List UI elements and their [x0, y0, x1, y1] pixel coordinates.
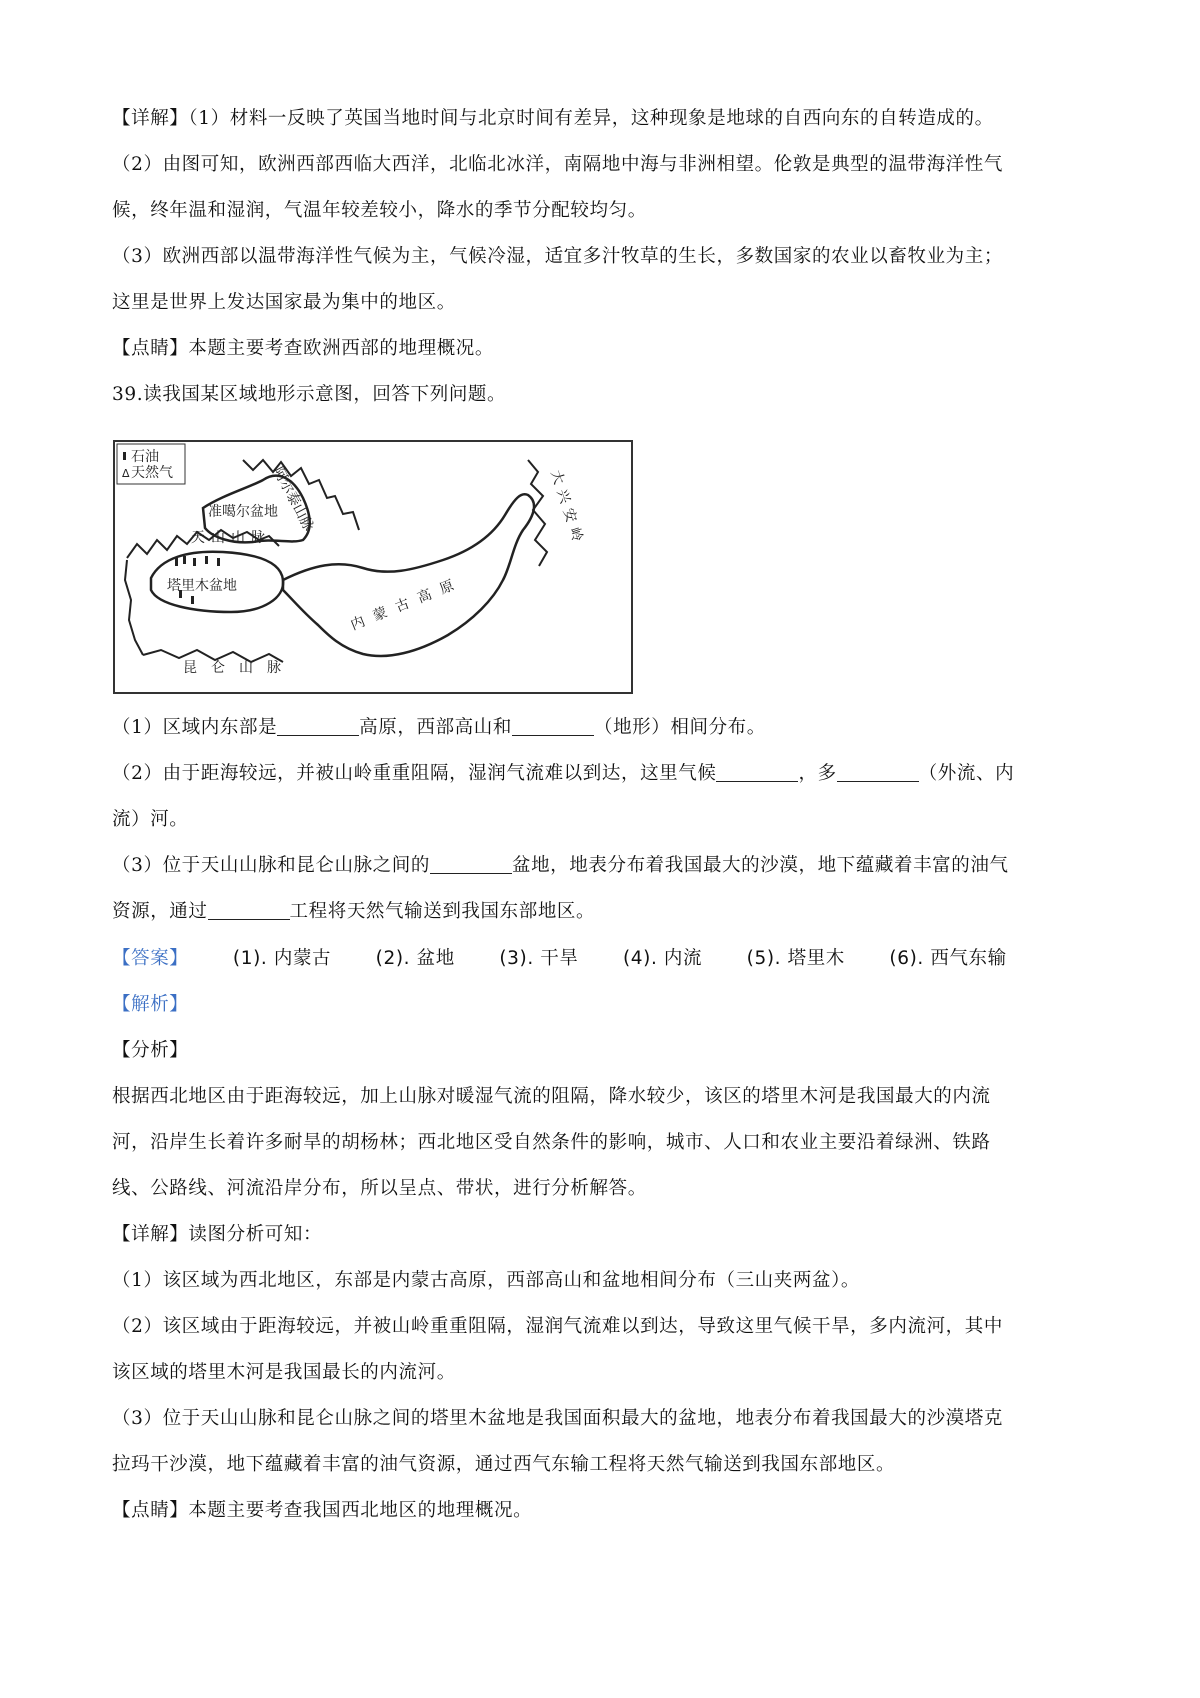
- svg-text:ᐃ: ᐃ: [122, 467, 130, 480]
- q39-sub2: （2）由于距海较远，并被山岭重重阻隔，湿润气流难以到达，这里气候 ，多 （外流、内: [112, 763, 1015, 784]
- blank-4[interactable]: [837, 763, 919, 783]
- prev-comment: 【点睛】本题主要考查欧洲西部的地理概况。: [112, 338, 495, 359]
- answer-row: [112, 944, 1007, 970]
- answer-item: (4). 内流: [622, 948, 703, 969]
- answer-item: (2). 盆地: [375, 948, 455, 969]
- q39-sub2-cont: 流）河。: [112, 809, 189, 830]
- blank-5[interactable]: [430, 855, 512, 875]
- oil-legend-icon: [123, 452, 126, 460]
- q39-stem: 39.读我国某区域地形示意图，回答下列问题。: [112, 384, 507, 405]
- detail-3a: （3）位于天山山脉和昆仑山脉之间的塔里木盆地是我国面积最大的盆地，地表分布着我国最大的沙漠塔克: [112, 1408, 1003, 1429]
- label-khingan: 大兴安岭: [547, 468, 588, 550]
- answer-item: (6). 西气东输: [889, 948, 1007, 969]
- analysis-head: 【分析】: [112, 1040, 189, 1061]
- answer-item: (3). 干旱: [499, 948, 579, 969]
- blank-6[interactable]: [208, 901, 290, 921]
- detail-1: （1）该区域为西北地区，东部是内蒙古高原，西部高山和盆地相间分布（三山夹两盆）。: [112, 1270, 861, 1291]
- q39-sub3-cont: 资源，通过 工程将天然气输送到我国东部地区。: [112, 901, 596, 922]
- q39-sub1: （1）区域内东部是 高原，西部高山和 （地形）相间分布。: [112, 717, 766, 738]
- prev-detail-3a: （3）欧洲西部以温带海洋性气候为主，气候冷湿，适宜多汁牧草的生长，多数国家的农业以畜牧业为主；: [112, 246, 1003, 267]
- analysis-c: 线、公路线、河流沿岸分布，所以呈点、带状，进行分析解答。: [112, 1178, 647, 1199]
- legend-gas: 天然气: [131, 465, 173, 481]
- analysis-b: 河，沿岸生长着许多耐旱的胡杨林；西北地区受自然条件的影响，城市、人口和农业主要沿着绿洲、铁路: [112, 1132, 991, 1153]
- analysis-label: 【解析】: [112, 994, 189, 1015]
- label-tarim: 塔里木盆地: [167, 578, 237, 594]
- answer-label: 【答案】: [112, 948, 189, 969]
- prev-detail-2a: （2）由图可知，欧洲西部西临大西洋，北临北冰洋，南隔地中海与非洲相望。伦敦是典型的温带海洋性气: [112, 154, 1003, 175]
- answer-item: (5). 塔里木: [746, 948, 845, 969]
- blank-2[interactable]: [512, 717, 594, 737]
- legend-oil: 石油: [131, 449, 159, 465]
- label-junggar: 准噶尔盆地: [208, 504, 278, 520]
- detail-head: 【详解】读图分析可知：: [112, 1224, 323, 1245]
- detail-2a: （2）该区域由于距海较远，并被山岭重重阻隔，湿润气流难以到达，导致这里气候干旱，多内流河，其中: [112, 1316, 1003, 1337]
- q39-sub3: （3）位于天山山脉和昆仑山脉之间的 盆地，地表分布着我国最大的沙漠，地下蕴藏着丰富的油气: [112, 855, 1009, 876]
- detail-2b: 该区域的塔里木河是我国最长的内流河。: [112, 1362, 456, 1383]
- label-altai: 阿尔泰山脉: [269, 464, 317, 534]
- blank-1[interactable]: [277, 717, 359, 737]
- label-mongolia: 内蒙古高原: [348, 573, 466, 634]
- terrain-map: [113, 440, 633, 694]
- detail-3b: 拉玛干沙漠，地下蕴藏着丰富的油气资源，通过西气东输工程将天然气输送到我国东部地区。: [112, 1454, 896, 1475]
- blank-3[interactable]: [716, 763, 798, 783]
- prev-detail-1: 【详解】（1）材料一反映了英国当地时间与北京时间有差异，这种现象是地球的自西向东的自转造成的。: [112, 108, 994, 129]
- q39-comment: 【点睛】本题主要考查我国西北地区的地理概况。: [112, 1500, 533, 1521]
- analysis-a: 根据西北地区由于距海较远，加上山脉对暖湿气流的阻隔，降水较少，该区的塔里木河是我国最大的内流: [112, 1086, 991, 1107]
- label-kunlun: 昆仑山脉: [183, 660, 295, 676]
- prev-detail-3b: 这里是世界上发达国家最为集中的地区。: [112, 292, 456, 313]
- prev-detail-2b: 候，终年温和湿润，气温年较差较小，降水的季节分配较均匀。: [112, 200, 647, 221]
- label-tianshan: 天山山脉: [191, 530, 271, 546]
- gas-legend-icon: [122, 467, 130, 480]
- answer-item: (1). 内蒙古: [232, 948, 332, 969]
